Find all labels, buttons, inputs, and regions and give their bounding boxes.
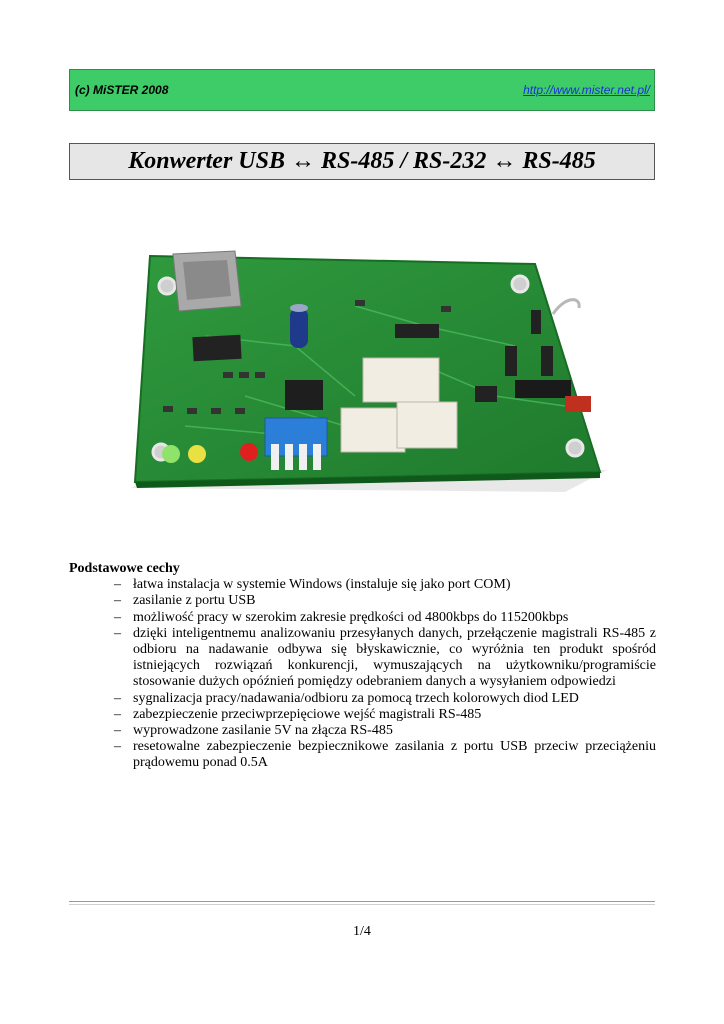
dash-bullet: –: [114, 577, 121, 593]
features-section: [69, 561, 656, 772]
dash-bullet: –: [114, 723, 121, 739]
page-number: 1/4: [353, 924, 371, 939]
document-header: [69, 69, 655, 111]
list-item: – dzięki inteligentnemu analizowaniu przesyłanych danych, przełączenie magistrali RS-485 z odbioru na nadawanie odbywa się błyskawicznie, co wyróżnia ten produkt spośród istniejących rozwiązań konkurencji, wymuszających na użytkowniku/programiście stosowanie dużych opóźnień pomiędzy odebraniem danych a wysyłaniem odpowiedzi: [114, 625, 656, 690]
footer-divider: [69, 901, 655, 905]
dash-bullet: –: [114, 706, 121, 722]
list-item: – możliwość pracy w szerokim zakresie prędkości od 4800kbps do 115200kbps: [114, 609, 569, 625]
circuit-board-photo: [95, 196, 635, 516]
website-link[interactable]: http://www.mister.net.pl/: [523, 83, 650, 97]
dash-bullet: –: [114, 739, 121, 755]
dash-bullet: –: [114, 609, 121, 625]
dash-bullet: –: [114, 690, 121, 706]
dash-bullet: –: [114, 593, 121, 609]
features-heading: Podstawowe cechy: [69, 561, 180, 576]
list-item: – zabezpieczenie przeciwprzepięciowe wejść magistrali RS-485: [114, 706, 482, 722]
dash-bullet: –: [114, 625, 121, 641]
list-item: – sygnalizacja pracy/nadawania/odbioru za pomocą trzech kolorowych diod LED: [114, 690, 579, 706]
list-item: – łatwa instalacja w systemie Windows (instaluje się jako port COM): [114, 577, 511, 593]
copyright-text: (c) MiSTER 2008: [75, 83, 169, 97]
list-item: – resetowalne zabezpieczenie bezpiecznikowe zasilania z portu USB przeciw przeciążeniu prądowemu ponad 0.5A: [114, 739, 656, 771]
list-item: – wyprowadzone zasilanie 5V na złącza RS-485: [114, 723, 393, 739]
document-title: Konwerter USB ↔ RS-485 / RS-232 ↔ RS-485: [69, 143, 655, 180]
features-list: [69, 577, 656, 771]
list-item: – zasilanie z portu USB: [114, 593, 256, 609]
